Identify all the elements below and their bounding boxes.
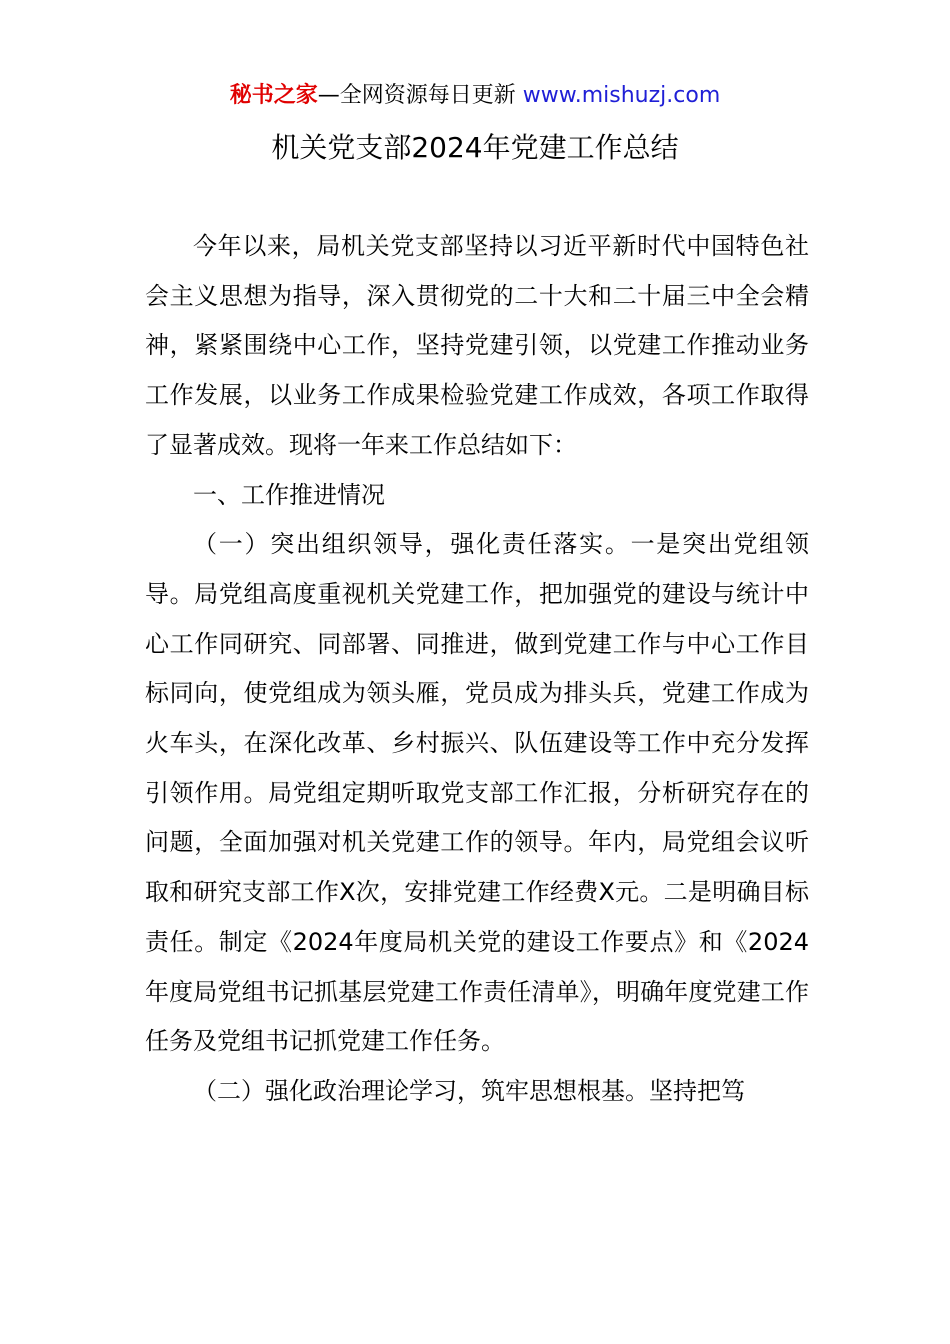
document-title: 机关党支部2024年党建工作总结 bbox=[271, 131, 679, 164]
site-brand: 秘书之家 bbox=[229, 83, 318, 108]
paragraph-section-1-2: （二）强化政治理论学习，筑牢思想根基。坚持把笃 bbox=[193, 1076, 745, 1105]
site-slogan: —全网资源每日更新 bbox=[317, 83, 516, 108]
paragraph-intro: 今年以来，局机关党支部坚持以习近平新时代中国特色社会主义思想为指导，深入贯彻党的二十大和二十届三中全会精神，紧紧围绕中心工作，坚持党建引领，以党建工作推动业务工作发展，以业务工作成果检验党建工作成效，各项工作取得了显著成效。现将一年来工作总结如下： bbox=[145, 232, 809, 459]
document-body bbox=[145, 222, 809, 1117]
section-heading-1: 一、工作推进情况 bbox=[193, 480, 385, 509]
paragraph-section-1-1: （一）突出组织领导，强化责任落实。一是突出党组领导。局党组高度重视机关党建工作，把加强党的建设与统计中心工作同研究、同部署、同推进，做到党建工作与中心工作目标同向，使党组成为领头雁，党员成为排头兵，党建工作成为火车头，在深化改革、乡村振兴、队伍建设等工作中充分发挥引领作用。局党组定期听取党支部工作汇报，分析研究存在的问题，全面加强对机关党建工作的领导。年内，局党组会议听取和研究支部工作X次，安排党建工作经费X元。二是明确目标责任。制定《2024年度局机关党的建设工作要点》和《2024年度局党组书记抓基层党建工作责任清单》，明确年度党建工作任务及党组书记抓党建工作任务。 bbox=[145, 530, 809, 1056]
site-header bbox=[0, 80, 950, 112]
site-url-link[interactable]: www.mishuzj.com bbox=[522, 83, 721, 108]
